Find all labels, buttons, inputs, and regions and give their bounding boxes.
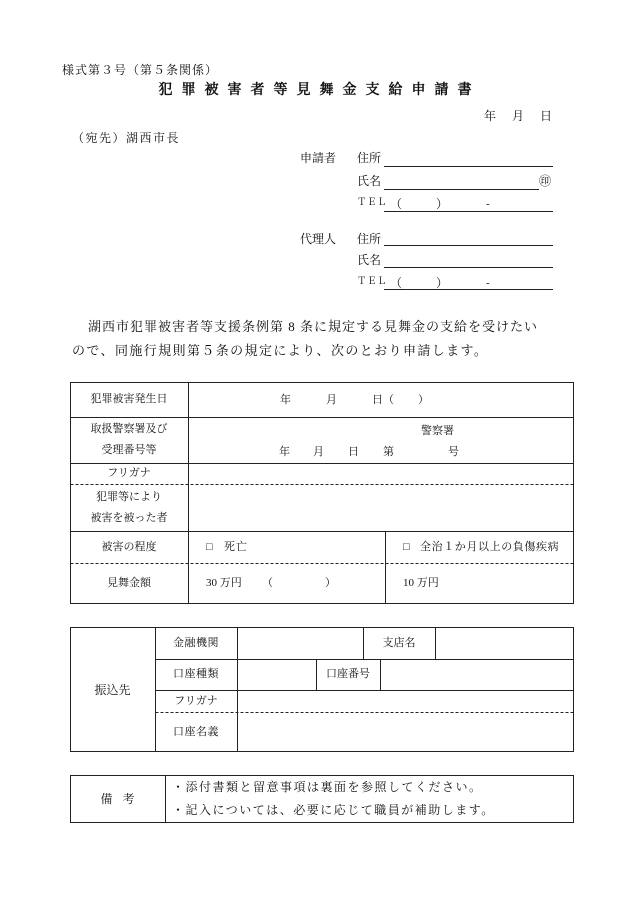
date-year: 年 [484,109,497,123]
incident-year: 年 [280,394,291,406]
account-holder-label [155,712,237,752]
agent-tel-label: ＴＥＬ [357,277,388,287]
account-furigana-label [155,690,237,712]
account-type-label-text: 口座種類 [173,668,219,680]
account-holder-label-text: 口座名義 [173,725,219,738]
incident-day: 日（ [372,394,394,406]
police-day: 日 [348,446,359,458]
addressee: （宛先）湖西市長 [72,131,181,145]
account-number-field [381,660,573,690]
injury-checkbox: □ [403,541,410,553]
form-title: 犯罪被害者等見舞金支給申請書 [158,83,481,98]
police-label-line-2: 受理番号等 [101,444,157,456]
amount-death: 30 万円 [206,577,242,589]
applicant-name-label: 氏名 [357,174,382,188]
agent-tel-open-paren: （ [390,276,403,290]
incident-month: 月 [326,394,337,406]
victim-label-line-1: 犯罪等により [96,490,162,503]
severity-label [70,531,188,563]
victim-label-line-2: 被害を被った者 [90,511,168,524]
applicant-address-field [384,150,553,166]
branch-label-text: 支店名 [382,636,416,649]
branch-label [363,627,435,659]
police-label [70,417,188,463]
amount-label-text: 見舞金額 [107,577,151,589]
police-month: 月 [313,446,324,458]
applicant-tel-dash: - [486,198,490,210]
amount-paren-open: （ [262,577,273,589]
police-number-suffix: 号 [448,446,459,458]
injury-option-label: 全治１か月以上の負傷疾病 [420,541,560,553]
account-number-label [316,659,380,690]
death-option-label: 死亡 [224,541,248,553]
statement-line-2: ので、同施行規則第５条の規定により、次のとおり申請します。 [72,343,489,358]
date-month: 月 [512,109,525,123]
applicant-role: 申請者 [300,151,337,165]
account-type-field [238,660,316,690]
amount-paren-close: ） [325,577,336,589]
account-holder-field [238,713,573,752]
account-furigana-field [238,691,573,712]
incident-date-label [70,382,188,417]
remarks-label-text: 備考 [100,792,145,806]
incident-weekday-close: ） [418,394,429,406]
amount-injury: 10 万円 [403,577,439,589]
victim-furigana-field [189,464,573,484]
victim-furigana-label [70,463,188,484]
date-day: 日 [540,109,553,123]
applicant-tel-open-paren: （ [390,197,403,211]
agent-address-field [384,230,553,246]
bank-section-label [70,627,155,752]
bank-section-label-text: 振込先 [94,682,131,697]
institution-label-text: 金融機関 [173,636,219,649]
remarks-note-1: ・添付書類と留意事項は裏面を参照してください。 [172,780,483,794]
victim-name-field [189,485,573,531]
agent-address-label: 住所 [357,232,382,246]
police-label-line-1: 取扱警察署及び [90,423,168,435]
applicant-address-label: 住所 [357,151,382,165]
death-checkbox: □ [206,541,213,553]
police-year: 年 [279,446,290,458]
amount-label [70,563,188,604]
statement-line-1: 湖西市犯罪被害者等支援条例第 8 条に規定する見舞金の支給を受けたい [88,319,539,334]
institution-field [238,628,363,659]
remarks-label [70,775,165,823]
remarks-note-2: ・記入については、必要に応じて職員が補助します。 [172,803,495,817]
police-station-suffix: 警察署 [421,425,454,437]
incident-date-label-text: 犯罪被害発生日 [90,393,168,405]
agent-tel-close-paren: ） [436,276,449,290]
account-furigana-label-text: フリガナ [174,694,218,707]
agent-name-label: 氏名 [357,253,382,267]
account-number-label-text: 口座番号 [326,668,370,680]
applicant-name-field [384,173,539,189]
institution-label [155,627,237,659]
agent-role: 代理人 [300,232,337,246]
seal-mark: ㊞ [539,174,552,188]
victim-furigana-label-text: フリガナ [107,467,151,479]
applicant-tel-close-paren: ） [436,197,449,211]
agent-name-field [384,251,553,267]
severity-label-text: 被害の程度 [101,540,157,553]
applicant-tel-label: ＴＥＬ [357,198,388,208]
police-number-prefix: 第 [383,446,394,458]
account-type-label [155,659,237,690]
branch-field [436,628,573,659]
victim-label [70,484,188,531]
agent-tel-dash: - [486,277,490,289]
form-number: 様式第３号（第５条関係） [62,63,219,77]
